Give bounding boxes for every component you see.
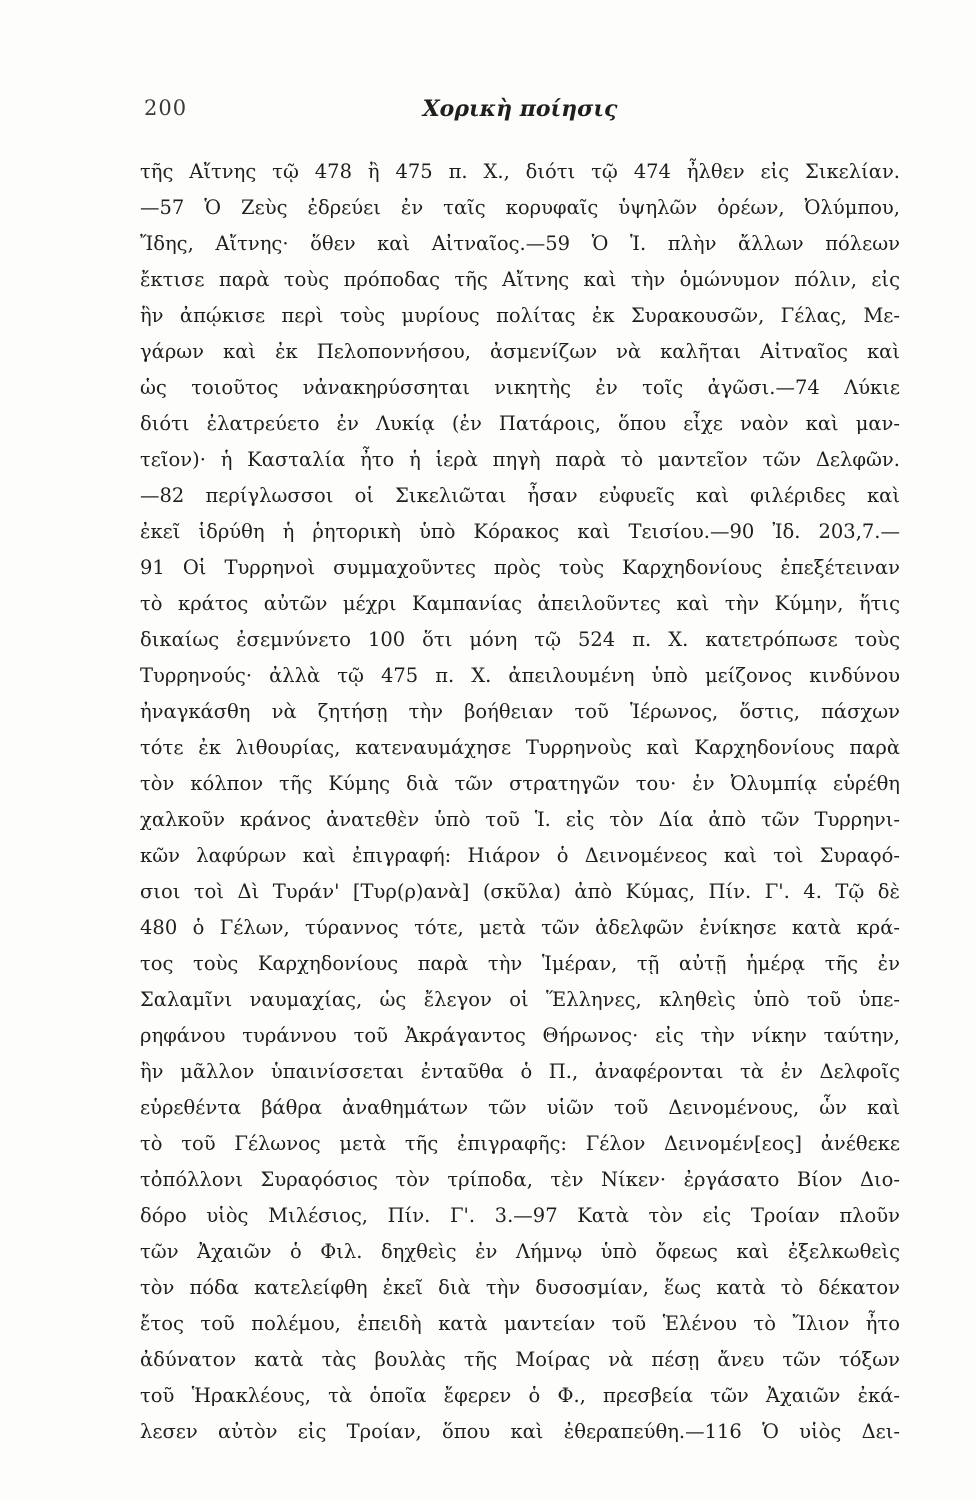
text-line: τὸν κόλπον τῆς Κύμης διὰ τῶν στρατηγῶν του· ἐν Ὀλυμπίᾳ εὑρέθη <box>140 772 900 795</box>
text-line: Ἴδης, Αἴτνης· ὅθεν καὶ Αἰτναῖος.—59 Ὁ Ἱ. πλὴν ἄλλων πόλεων <box>140 232 900 255</box>
text-line: ρηφάνου τυράννου τοῦ Ἀκράγαντος Θήρωνος· εἰς τὴν νίκην ταύτην, <box>140 1024 900 1047</box>
text-line: δικαίως ἐσεμνύνετο 100 ὅτι μόνη τῷ 524 π. Χ. κατετρόπωσε τοὺς <box>140 628 900 651</box>
text-line: λεσεν αὐτὸν εἰς Τροίαν, ὅπου καὶ ἐθεραπεύθη.—116 Ὁ υἱὸς Δει- <box>140 1420 900 1443</box>
text-line: —57 Ὁ Ζεὺς ἐδρεύει ἐν ταῖς κορυφαῖς ὑψηλῶν ὀρέων, Ὀλύμπου, <box>140 196 900 219</box>
text-line: ἔτος τοῦ πολέμου, ἐπειδὴ κατὰ μαντείαν τοῦ Ἑλένου τὸ Ἴλιον ἦτο <box>140 1312 900 1335</box>
text-line: τὸν πόδα κατελείφθη ἐκεῖ διὰ τὴν δυσοσμίαν, ἕως κατὰ τὸ δέκατον <box>140 1276 900 1299</box>
text-line: τὸ τοῦ Γέλωνος μετὰ τῆς ἐπιγραφῆς: Γέλον Δεινομέν[εος] ἀνέθεκε <box>140 1132 900 1155</box>
text-line: τῆς Αἴτνης τῷ 478 ἢ 475 π. Χ., διότι τῷ 474 ἦλθεν εἰς Σικελίαν. <box>140 160 900 183</box>
text-line: τὸ κράτος αὐτῶν μέχρι Καμπανίας ἀπειλοῦντες καὶ τὴν Κύμην, ἥτις <box>140 592 900 615</box>
text-line: τος τοὺς Καρχηδονίους παρὰ τὴν Ἱμέραν, τῇ αὐτῇ ἡμέρᾳ τῆς ἐν <box>140 952 900 975</box>
text-line: 91 Οἱ Τυρρηνοὶ συμμαχοῦντες πρὸς τοὺς Καρχηδονίους ἐπεξέτειναν <box>140 556 900 579</box>
text-line: χαλκοῦν κράνος ἀνατεθὲν ὑπὸ τοῦ Ἱ. εἰς τὸν Δία ἀπὸ τῶν Τυρρηνι- <box>140 808 900 831</box>
text-line: —82 περίγλωσσοι οἱ Σικελιῶται ἦσαν εὐφυεῖς καὶ φιλέριδες καὶ <box>140 484 900 507</box>
commentary-text <box>140 154 900 1450</box>
text-line: εὑρεθέντα βάθρα ἀναθημάτων τῶν υἱῶν τοῦ Δεινομένους, ὧν καὶ <box>140 1096 900 1119</box>
text-line: ὡς τοιοῦτος νἀνακηρύσσηται νικητὴς ἐν τοῖς ἀγῶσι.—74 Λύκιε <box>140 376 900 399</box>
text-line: ἔκτισε παρὰ τοὺς πρόποδας τῆς Αἴτνης καὶ τὴν ὁμώνυμον πόλιν, εἰς <box>140 268 900 291</box>
text-line: ἣν ἀπῴκισε περὶ τοὺς μυρίους πολίτας ἐκ Συρακουσῶν, Γέλας, Με- <box>140 304 900 327</box>
text-line: Τυρρηνούς· ἀλλὰ τῷ 475 π. Χ. ἀπειλουμένη ὑπὸ μείζονος κινδύνου <box>140 664 900 687</box>
text-line: κῶν λαφύρων καὶ ἐπιγραφή: Ηιάρον ὁ Δεινομένεος καὶ τοὶ Συραϙό- <box>140 844 900 867</box>
text-line: δόρο υἱὸς Μιλέσιος, Πίν. Γ'. 3.—97 Κατὰ τὸν εἰς Τροίαν πλοῦν <box>140 1204 900 1227</box>
text-line: τὀπόλλονι Συραϙόσιος τὸν τρίποδα, τὲν Νίκεν· ἐργάσατο Βίον Διο- <box>140 1168 900 1191</box>
text-line: ἣν μᾶλλον ὑπαινίσσεται ἐνταῦθα ὁ Π., ἀναφέρονται τὰ ἐν Δελφοῖς <box>140 1060 900 1083</box>
page-header <box>140 96 900 136</box>
page-number: 200 <box>144 96 188 120</box>
text-line: Σαλαμῖνι ναυμαχίας, ὡς ἔλεγον οἱ Ἕλληνες, κληθεὶς ὑπὸ τοῦ ὑπε- <box>140 988 900 1011</box>
text-line: τεῖον)· ἡ Κασταλία ἦτο ἡ ἱερὰ πηγὴ παρὰ τὸ μαντεῖον τῶν Δελφῶν. <box>140 448 900 471</box>
text-line: τοῦ Ἡρακλέους, τὰ ὁποῖα ἔφερεν ὁ Φ., πρεσβεία τῶν Ἀχαιῶν ἐκά- <box>140 1384 900 1407</box>
text-line: σιοι τοὶ Δὶ Τυράν' [Τυρ(ρ)ανὰ] (σκῦλα) ἀπὸ Κύμας, Πίν. Γ'. 4. Τῷ δὲ <box>140 880 900 903</box>
text-line: τῶν Ἀχαιῶν ὁ Φιλ. δηχθεὶς ἐν Λήμνῳ ὑπὸ ὄφεως καὶ ἐξελκωθεὶς <box>140 1240 900 1263</box>
text-line: ἀδύνατον κατὰ τὰς βουλὰς τῆς Μοίρας νὰ πέσῃ ἄνευ τῶν τόξων <box>140 1348 900 1371</box>
text-line: γάρων καὶ ἐκ Πελοποννήσου, ἀσμενίζων νὰ καλῆται Αἰτναῖος καὶ <box>140 340 900 363</box>
text-line: 480 ὁ Γέλων, τύραννος τότε, μετὰ τῶν ἀδελφῶν ἐνίκησε κατὰ κρά- <box>140 916 900 939</box>
text-line: διότι ἐλατρεύετο ἐν Λυκίᾳ (ἐν Πατάροις, ὅπου εἶχε ναὸν καὶ μαν- <box>140 412 900 435</box>
running-title: Χορικὴ ποίησις <box>422 96 618 122</box>
text-line: ἠναγκάσθη νὰ ζητήσῃ τὴν βοήθειαν τοῦ Ἱέρωνος, ὅστις, πάσχων <box>140 700 900 723</box>
text-line: ἐκεῖ ἱδρύθη ἡ ῥητορικὴ ὑπὸ Κόρακος καὶ Τεισίου.—90 Ἰδ. 203,7.— <box>140 520 900 543</box>
text-line: τότε ἐκ λιθουρίας, κατεναυμάχησε Τυρρηνοὺς καὶ Καρχηδονίους παρὰ <box>140 736 900 759</box>
